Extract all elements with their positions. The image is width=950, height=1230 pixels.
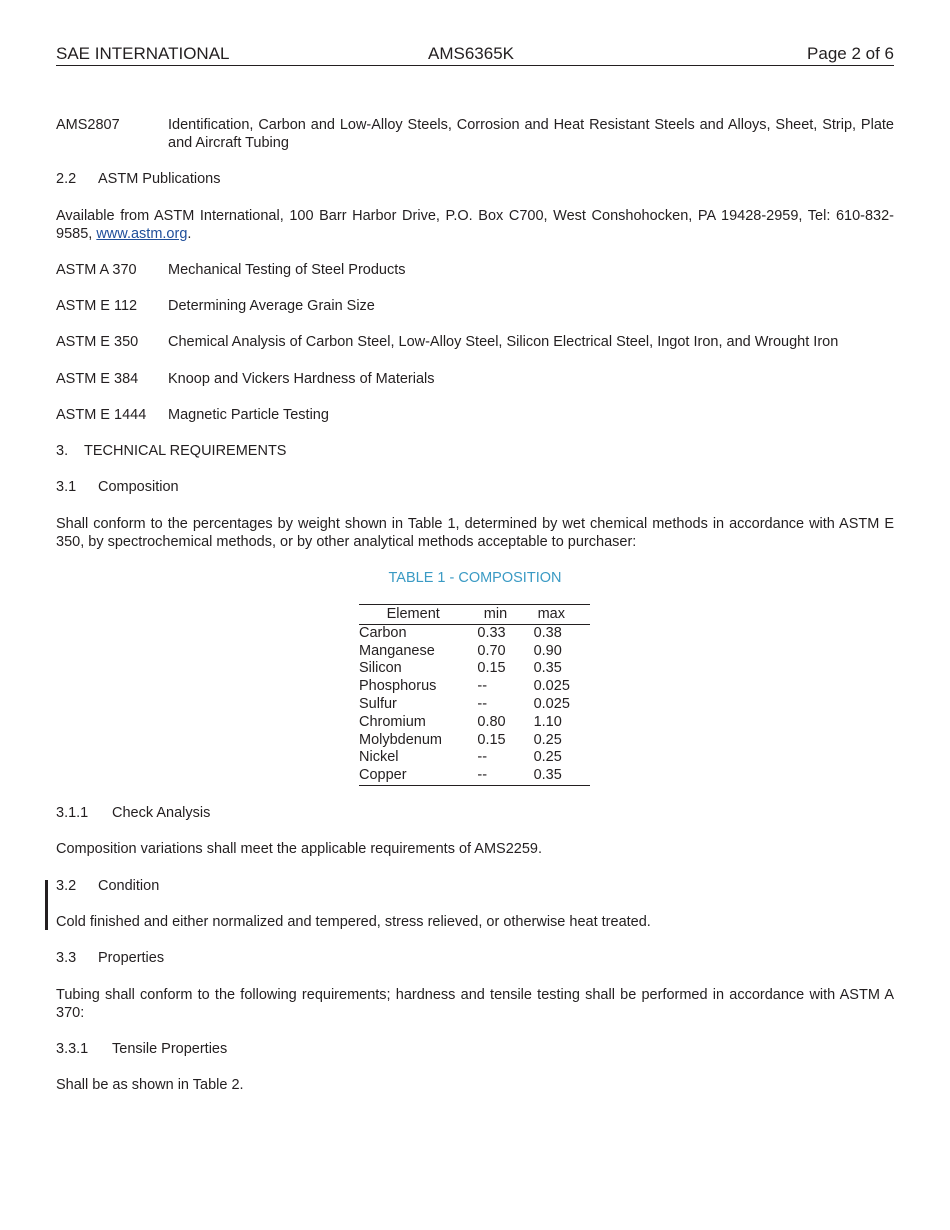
cell-max: 0.38 bbox=[533, 624, 562, 641]
table-1-caption: TABLE 1 - COMPOSITION bbox=[388, 570, 562, 586]
cell-max: 0.025 bbox=[533, 695, 570, 712]
ref-title-ams2807: Identification, Carbon and Low-Alloy Steels, Corrosion and Heat Resistant Steels and Alloys, Sheet, Strip, Plate and Aircraft Tubing bbox=[168, 117, 894, 151]
cell-element: Molybdenum bbox=[359, 731, 443, 748]
section-3-1-1-number: 3.1.1 bbox=[56, 805, 89, 821]
cell-element: Chromium bbox=[359, 713, 426, 730]
cell-min: -- bbox=[477, 749, 488, 766]
cell-element: Carbon bbox=[359, 624, 407, 641]
check-analysis-paragraph: Composition variations shall meet the applicable requirements of AMS2259. bbox=[56, 841, 543, 857]
ref-code-astm-a370: ASTM A 370 bbox=[56, 262, 137, 278]
ref-title-astm-e112: Determining Average Grain Size bbox=[168, 298, 375, 314]
astm-availability-paragraph bbox=[56, 207, 894, 243]
table-row bbox=[359, 732, 590, 750]
table-row bbox=[359, 643, 590, 661]
header-max: max bbox=[524, 605, 590, 625]
astm-website-link[interactable]: www.astm.org bbox=[96, 226, 188, 242]
cell-min: 0.80 bbox=[477, 713, 506, 730]
cell-min: -- bbox=[477, 767, 488, 784]
section-3-2-number: 3.2 bbox=[56, 878, 77, 894]
astm-availability-text: Available from ASTM International, 100 Barr Harbor Drive, P.O. Box C700, West Conshohocken, PA 19428-2959, Tel: 610-832-9585, bbox=[56, 208, 894, 242]
page-header bbox=[56, 44, 894, 66]
composition-paragraph: Shall conform to the percentages by weight shown in Table 1, determined by wet chemical methods in accordance with ASTM E 350, by spectrochemical methods, or by other analytical methods acceptable to purchaser: bbox=[56, 516, 894, 550]
composition-table-header-row bbox=[359, 605, 590, 625]
cell-max: 0.025 bbox=[533, 678, 570, 695]
ref-title-astm-e350: Chemical Analysis of Carbon Steel, Low-Alloy Steel, Silicon Electrical Steel, Ingot Iron, and Wrought Iron bbox=[168, 334, 839, 350]
ref-code-ams2807: AMS2807 bbox=[56, 117, 120, 133]
cell-min: -- bbox=[477, 678, 488, 695]
cell-min: 0.70 bbox=[477, 642, 506, 659]
table-row bbox=[359, 624, 590, 642]
section-3-2-title: Condition bbox=[98, 878, 160, 894]
section-3-1-title: Composition bbox=[98, 479, 179, 495]
astm-availability-period: . bbox=[187, 226, 192, 242]
cell-max: 0.90 bbox=[533, 642, 562, 659]
ref-title-astm-e384: Knoop and Vickers Hardness of Materials bbox=[168, 371, 435, 387]
section-3-3-title: Properties bbox=[98, 950, 165, 966]
section-3-number: 3. bbox=[56, 443, 69, 459]
cell-max: 0.25 bbox=[533, 731, 562, 748]
cell-min: 0.15 bbox=[477, 660, 506, 677]
ref-code-astm-e1444: ASTM E 1444 bbox=[56, 407, 147, 423]
revision-change-bar bbox=[45, 880, 48, 930]
section-2-2-number: 2.2 bbox=[56, 171, 77, 187]
cell-min: 0.15 bbox=[477, 731, 506, 748]
cell-max: 0.35 bbox=[533, 660, 562, 677]
table-row bbox=[359, 767, 590, 785]
header-page-number: Page 2 of 6 bbox=[807, 44, 894, 63]
cell-element: Copper bbox=[359, 767, 407, 784]
table-row bbox=[359, 696, 590, 714]
header-min: min bbox=[467, 605, 523, 625]
properties-paragraph: Tubing shall conform to the following requirements; hardness and tensile testing shall be performed in accordance with ASTM A 370: bbox=[56, 987, 894, 1021]
cell-element: Manganese bbox=[359, 642, 435, 659]
table-row bbox=[359, 660, 590, 678]
ref-code-astm-e112: ASTM E 112 bbox=[56, 298, 138, 314]
section-3-1-1-title: Check Analysis bbox=[112, 805, 211, 821]
header-element: Element bbox=[359, 605, 467, 625]
ref-title-astm-e1444: Magnetic Particle Testing bbox=[168, 407, 329, 423]
cell-element: Silicon bbox=[359, 660, 402, 677]
cell-element: Phosphorus bbox=[359, 678, 437, 695]
section-3-3-number: 3.3 bbox=[56, 950, 77, 966]
ref-code-astm-e384: ASTM E 384 bbox=[56, 371, 139, 387]
ref-code-astm-e350: ASTM E 350 bbox=[56, 334, 139, 350]
cell-max: 0.25 bbox=[533, 749, 562, 766]
cell-max: 1.10 bbox=[533, 713, 562, 730]
cell-element: Sulfur bbox=[359, 695, 397, 712]
section-2-2-title: ASTM Publications bbox=[98, 171, 221, 187]
table-row bbox=[359, 714, 590, 732]
composition-table bbox=[359, 604, 590, 786]
tensile-properties-paragraph: Shall be as shown in Table 2. bbox=[56, 1077, 244, 1093]
section-3-3-1-number: 3.3.1 bbox=[56, 1041, 89, 1057]
cell-element: Nickel bbox=[359, 749, 399, 766]
cell-max: 0.35 bbox=[533, 767, 562, 784]
table-row bbox=[359, 678, 590, 696]
section-3-1-number: 3.1 bbox=[56, 479, 77, 495]
cell-min: 0.33 bbox=[477, 624, 506, 641]
section-3-3-1-title: Tensile Properties bbox=[112, 1041, 228, 1057]
cell-min: -- bbox=[477, 695, 488, 712]
header-org: SAE INTERNATIONAL bbox=[56, 44, 230, 63]
condition-paragraph: Cold finished and either normalized and tempered, stress relieved, or otherwise heat treated. bbox=[56, 914, 651, 930]
section-3-title: TECHNICAL REQUIREMENTS bbox=[84, 443, 287, 459]
ref-title-astm-a370: Mechanical Testing of Steel Products bbox=[168, 262, 406, 278]
table-row bbox=[359, 749, 590, 767]
header-doc-id: AMS6365K bbox=[428, 44, 514, 63]
